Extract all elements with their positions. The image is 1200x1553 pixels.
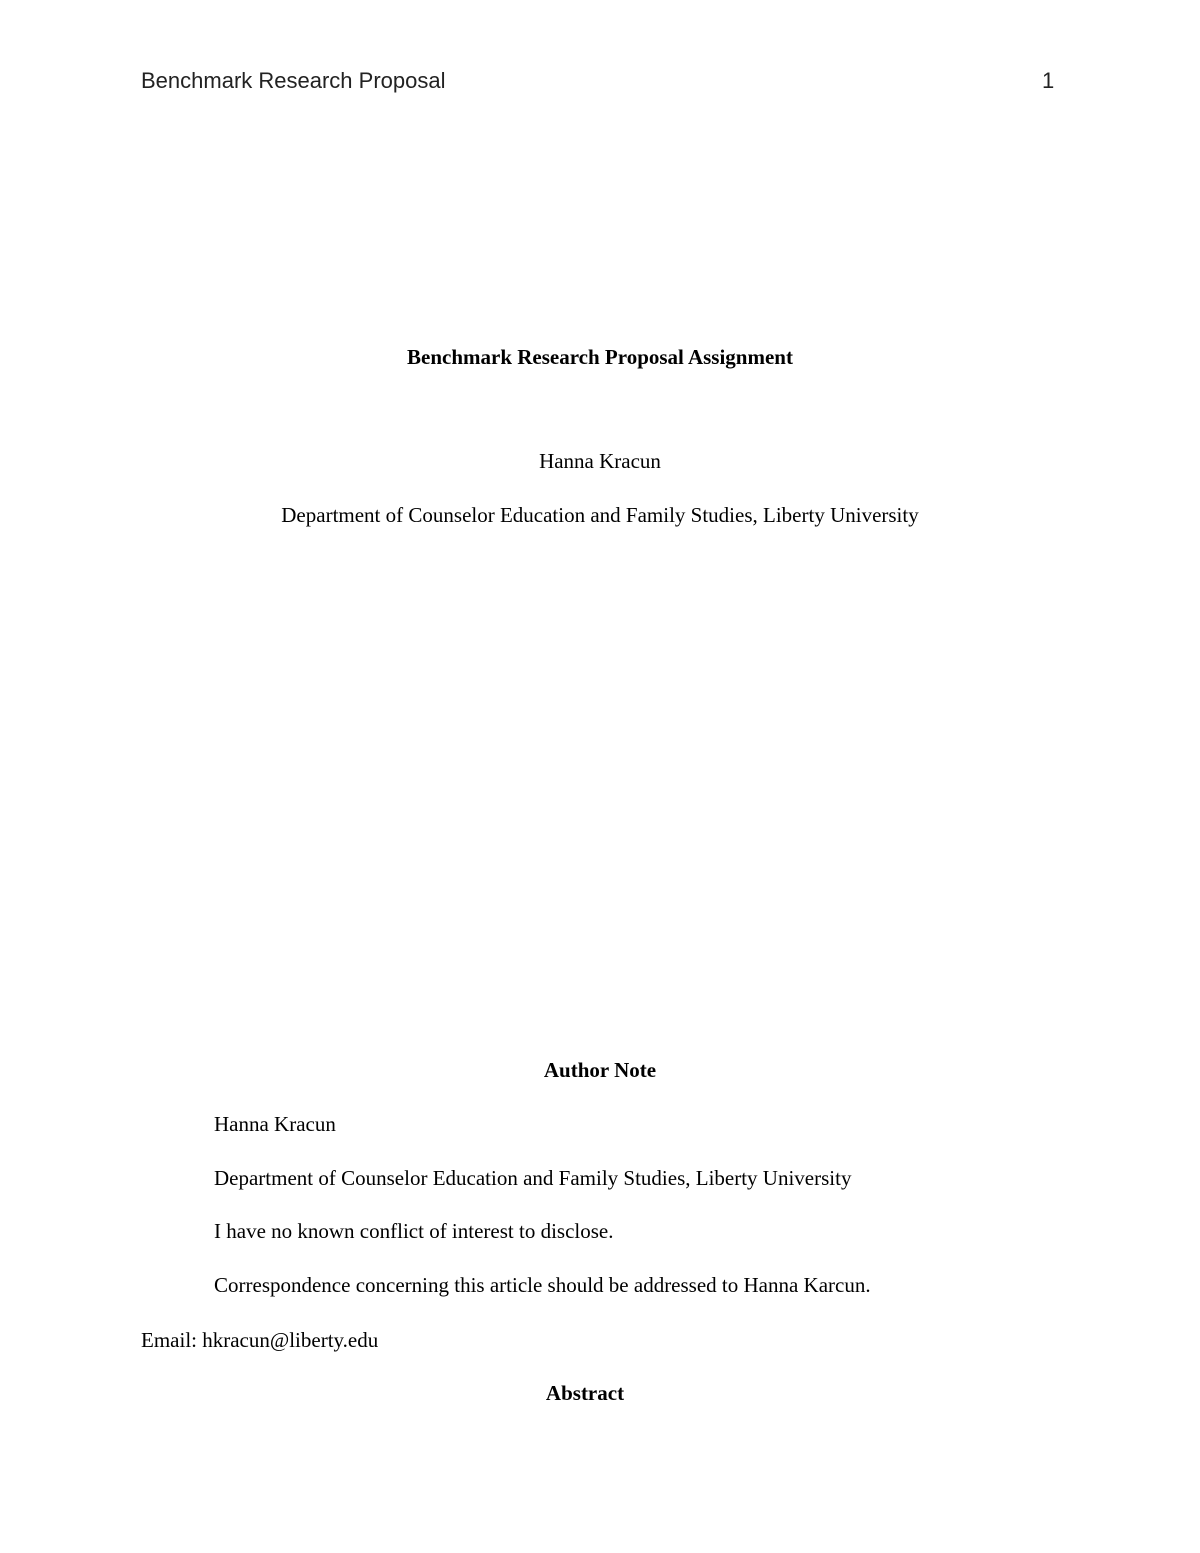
- author-name: Hanna Kracun: [539, 449, 661, 473]
- author-note-email: Email: hkracun@liberty.edu: [141, 1328, 379, 1352]
- author-affiliation: Department of Counselor Education and Family Studies, Liberty University: [281, 503, 919, 527]
- author-note-name: Hanna Kracun: [214, 1112, 336, 1136]
- author-note-heading: Author Note: [543, 1058, 657, 1082]
- author-note-conflict: I have no known conflict of interest to disclose.: [214, 1219, 614, 1243]
- author-note-affiliation: Department of Counselor Education and Family Studies, Liberty University: [214, 1166, 852, 1190]
- author-note-correspondence: Correspondence concerning this article should be addressed to Hanna Karcun.: [214, 1273, 871, 1297]
- abstract-heading: Abstract: [545, 1381, 625, 1405]
- document-title: Benchmark Research Proposal Assignment: [407, 345, 793, 369]
- page-number: 1: [1042, 68, 1055, 93]
- running-head: Benchmark Research Proposal: [141, 68, 446, 93]
